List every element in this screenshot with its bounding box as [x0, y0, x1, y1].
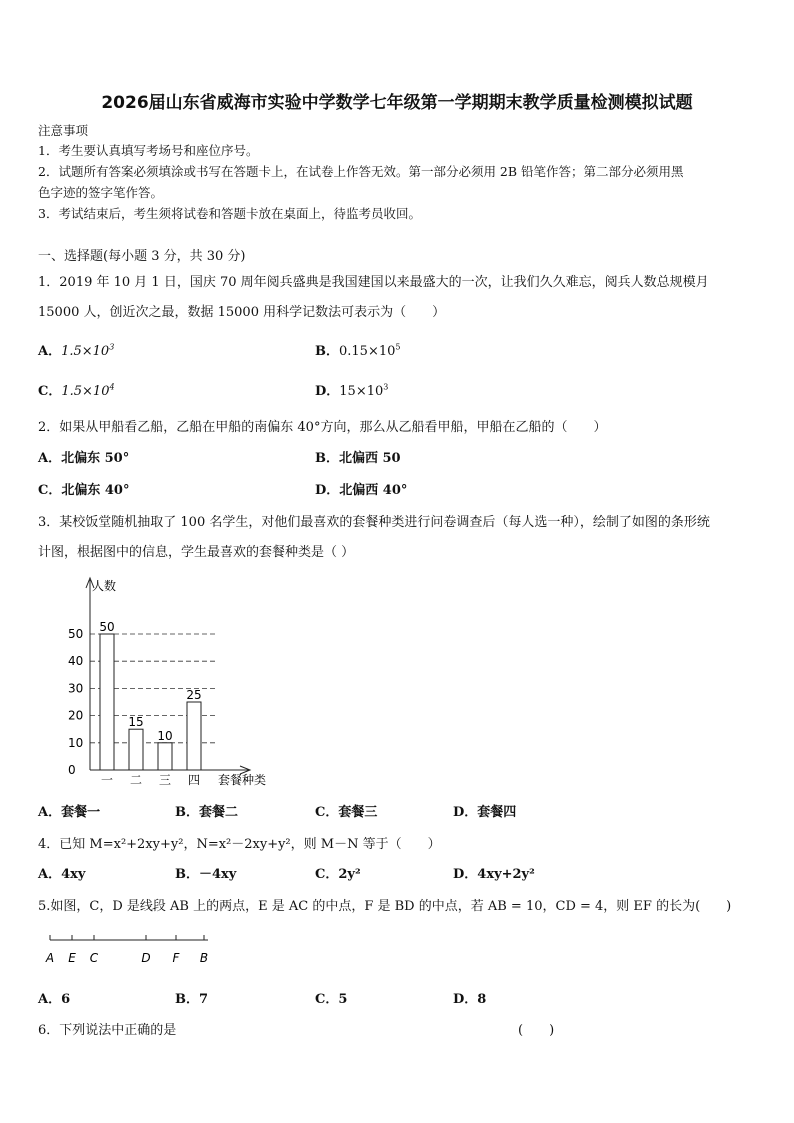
q2-option-c: C．北偏东 40° [38, 483, 130, 498]
y-tick-label: 10 [68, 735, 84, 750]
q3-option-a: A．套餐一 [38, 805, 101, 820]
notice-item-2: 2．试题所有答案必须填涂或书写在答题卡上，在试卷上作答无效。第一部分必须用 2B 铅笔作答；第二部分必须用黑 [38, 164, 684, 179]
q5-option-b: B．7 [175, 992, 209, 1007]
q5-option-a: A．6 [38, 992, 71, 1007]
question-1-line-2: 15000 人，创近次之最，数据 15000 用科学记数法可表示为（ ） [38, 305, 446, 320]
segment-point-label: A [45, 951, 55, 965]
q4-option-d: D．4xy+2y² [453, 867, 535, 882]
q5-option-d: D．8 [453, 992, 487, 1007]
option-base: 15×10 [339, 384, 384, 399]
segment-point-label: C [89, 951, 99, 965]
option-exponent: 5 [395, 342, 401, 352]
y-axis-label: 人数 [92, 579, 117, 593]
option-base: 1.5×10 [61, 384, 110, 399]
option-exponent: 4 [109, 382, 115, 392]
bar [187, 702, 201, 770]
chart-x-ticks [101, 773, 200, 787]
bar-chart [60, 572, 290, 792]
bar-data-label: 10 [157, 728, 173, 743]
q3-option-c: C．套餐三 [315, 805, 378, 820]
q4-option-b: B．－4xy [175, 867, 237, 882]
y-tick-label: 50 [68, 627, 84, 641]
q1-option-b [315, 340, 400, 359]
q2-option-b: B．北偏西 50 [315, 451, 401, 466]
question-5: 5.如图，C，D 是线段 AB 上的两点，E 是 AC 的中点，F 是 BD 的中点，若 AB = 10，CD = 4，则 EF 的长为( ) [38, 899, 732, 914]
section-heading: 一、选择题(每小题 3 分，共 30 分) [38, 249, 246, 264]
bar [129, 729, 143, 770]
x-tick-label: 一 [100, 773, 114, 787]
chart-bars [99, 620, 201, 770]
option-exponent: 3 [109, 342, 115, 352]
x-tick-label: 二 [129, 773, 143, 787]
question-3-line-2: 计图，根据图中的信息，学生最喜欢的套餐种类是（ ） [38, 545, 355, 560]
question-3-line-1: 3．某校饭堂随机抽取了 100 名学生，对他们最喜欢的套餐种类进行问卷调查后（每人选一种），绘制了如图的条形统 [38, 515, 710, 530]
q4-option-c: C．2y² [315, 867, 361, 882]
q5-option-c: C．5 [315, 992, 348, 1007]
option-label: B． [315, 344, 339, 359]
segment-point-label: B [199, 951, 209, 965]
segment-point-label: F [172, 951, 180, 965]
page-title: 2026届山东省威海市实验中学数学七年级第一学期期末教学质量检测模拟试题 [101, 93, 693, 113]
notice-item-1: 1．考生要认真填写考场号和座位序号。 [38, 143, 259, 158]
option-base: 0.15×10 [339, 344, 396, 359]
x-axis-label: 套餐种类 [218, 773, 267, 787]
notice-heading: 注意事项 [38, 123, 89, 138]
q3-option-d: D．套餐四 [453, 805, 517, 820]
bar-data-label: 15 [128, 715, 144, 730]
notice-item-2-cont: 色字迹的签字笔作答。 [38, 185, 164, 200]
bar-data-label: 50 [99, 620, 115, 634]
segment-point-label: E [68, 951, 76, 965]
option-label: A． [38, 344, 62, 359]
segment-diagram [40, 932, 220, 966]
option-exponent: 3 [383, 382, 389, 392]
bar [158, 743, 172, 770]
question-6-paren: ( ) [518, 1023, 555, 1038]
question-4: 4．已知 M=x²+2xy+y²，N=x²－2xy+y²，则 M－N 等于（ ） [38, 837, 441, 852]
x-tick-label: 四 [187, 773, 201, 787]
q2-option-a: A．北偏东 50° [38, 451, 130, 466]
q1-option-a [38, 340, 114, 359]
option-label: D． [315, 384, 340, 399]
y-tick-label: 30 [68, 681, 84, 696]
bar [100, 634, 114, 770]
q1-option-d [315, 380, 388, 399]
q2-option-d: D．北偏西 40° [315, 483, 408, 498]
question-1-line-1: 1．2019 年 10 月 1 日，国庆 70 周年阅兵盛典是我国建国以来最盛大的一次，让我们久久难忘，阅兵人数总规模月 [38, 275, 709, 290]
q3-option-b: B．套餐二 [175, 805, 238, 820]
chart-y-ticks [68, 627, 83, 777]
q1-option-c [38, 380, 115, 399]
option-label: C． [38, 384, 62, 399]
y-tick-label: 0 [68, 763, 76, 777]
question-6: 6．下列说法中正确的是 [38, 1023, 177, 1038]
option-base: 1.5×10 [61, 344, 110, 359]
segment-point-label: D [141, 951, 151, 965]
bar-data-label: 25 [186, 688, 202, 702]
y-tick-label: 40 [68, 654, 84, 669]
y-tick-label: 20 [68, 708, 84, 723]
x-tick-label: 三 [158, 773, 172, 787]
q4-option-a: A．4xy [38, 867, 86, 882]
question-2: 2．如果从甲船看乙船，乙船在甲船的南偏东 40°方向，那么从乙船看甲船，甲船在乙船的（ ） [38, 420, 607, 435]
notice-item-3: 3．考试结束后，考生须将试卷和答题卡放在桌面上，待监考员收回。 [38, 206, 421, 221]
